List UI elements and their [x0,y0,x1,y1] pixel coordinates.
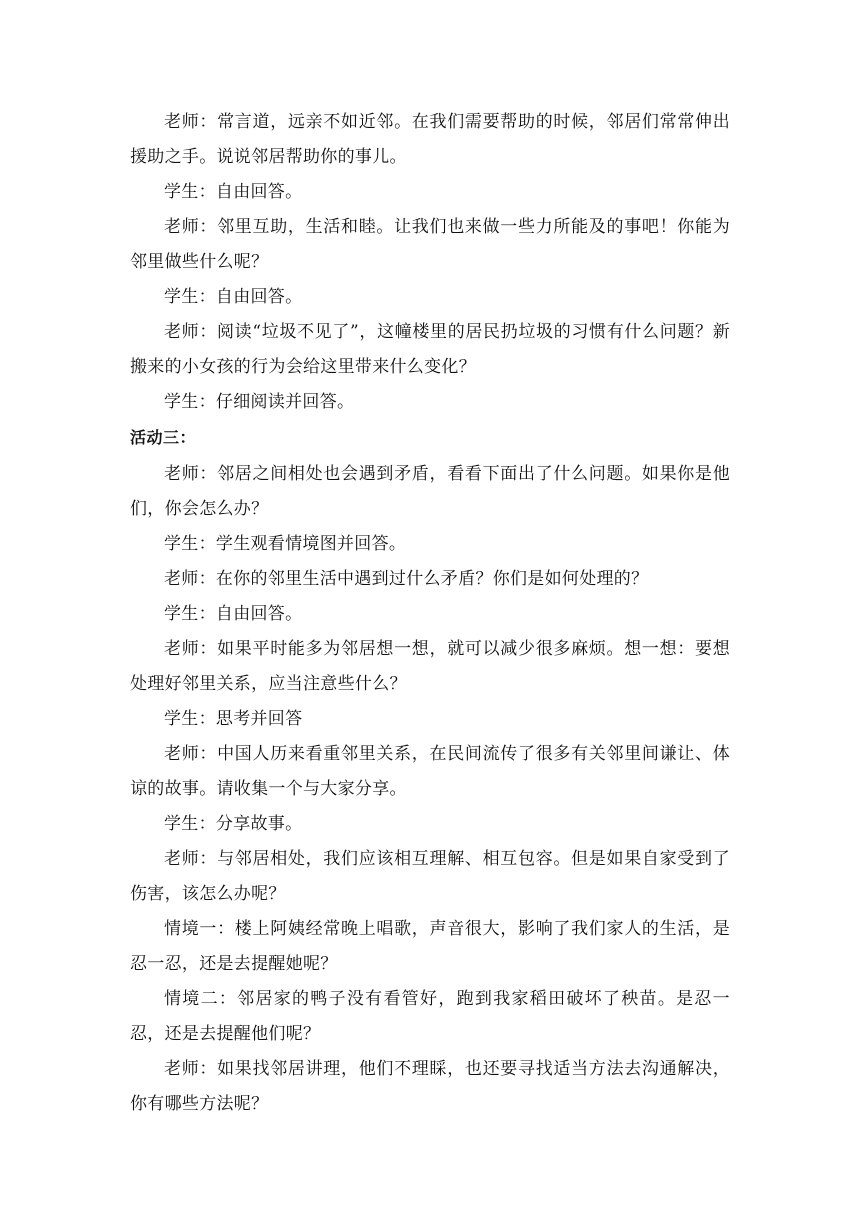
paragraph: 老师：在你的邻里生活中遇到过什么矛盾？你们是如何处理的？ [164,569,649,589]
paragraph: 老师：邻里互助，生活和睦。让我们也来做一些力所能及的事吧！你能为邻里做些什么呢？ [130,217,730,272]
paragraph: 情境一：楼上阿姨经常晚上唱歌，声音很大，影响了我们家人的生活，是忍一忍，还是去提醒她呢？ [130,919,730,974]
document-body [130,105,730,1122]
paragraph: 学生：学生观看情境图并回答。 [164,534,407,554]
paragraph: 老师：阅读“垃圾不见了”，这幢楼里的居民扔垃圾的习惯有什么问题？新搬来的小女孩的行为会给这里带来什么变化？ [130,322,730,377]
paragraph: 情境二：邻居家的鸭子没有看管好，跑到我家稻田破坏了秧苗。是忍一忍，还是去提醒他们呢？ [130,989,730,1044]
paragraph: 老师：中国人历来看重邻里关系，在民间流传了很多有关邻里间谦让、体谅的故事。请收集一个与大家分享。 [130,744,730,799]
section-heading: 活动三： [130,428,197,447]
paragraph: 学生：自由回答。 [164,182,303,202]
paragraph: 学生：仔细阅读并回答。 [164,392,355,412]
paragraph: 老师：如果平时能多为邻居想一想，就可以减少很多麻烦。想一想：要想处理好邻里关系，应当注意些什么？ [130,639,730,694]
paragraph: 学生：思考并回答 [164,709,303,729]
paragraph: 学生：自由回答。 [164,287,303,307]
paragraph: 学生：分享故事。 [164,814,303,834]
paragraph: 老师：与邻居相处，我们应该相互理解、相互包容。但是如果自家受到了伤害，该怎么办呢？ [130,849,730,904]
paragraph: 老师：常言道，远亲不如近邻。在我们需要帮助的时候，邻居们常常伸出援助之手。说说邻居帮助你的事儿。 [130,112,730,167]
paragraph: 学生：自由回答。 [164,604,303,624]
paragraph: 老师：邻居之间相处也会遇到矛盾，看看下面出了什么问题。如果你是他们，你会怎么办？ [130,464,730,519]
paragraph: 老师：如果找邻居讲理，他们不理睬，也还要寻找适当方法去沟通解决，你有哪些方法呢？ [130,1059,730,1114]
